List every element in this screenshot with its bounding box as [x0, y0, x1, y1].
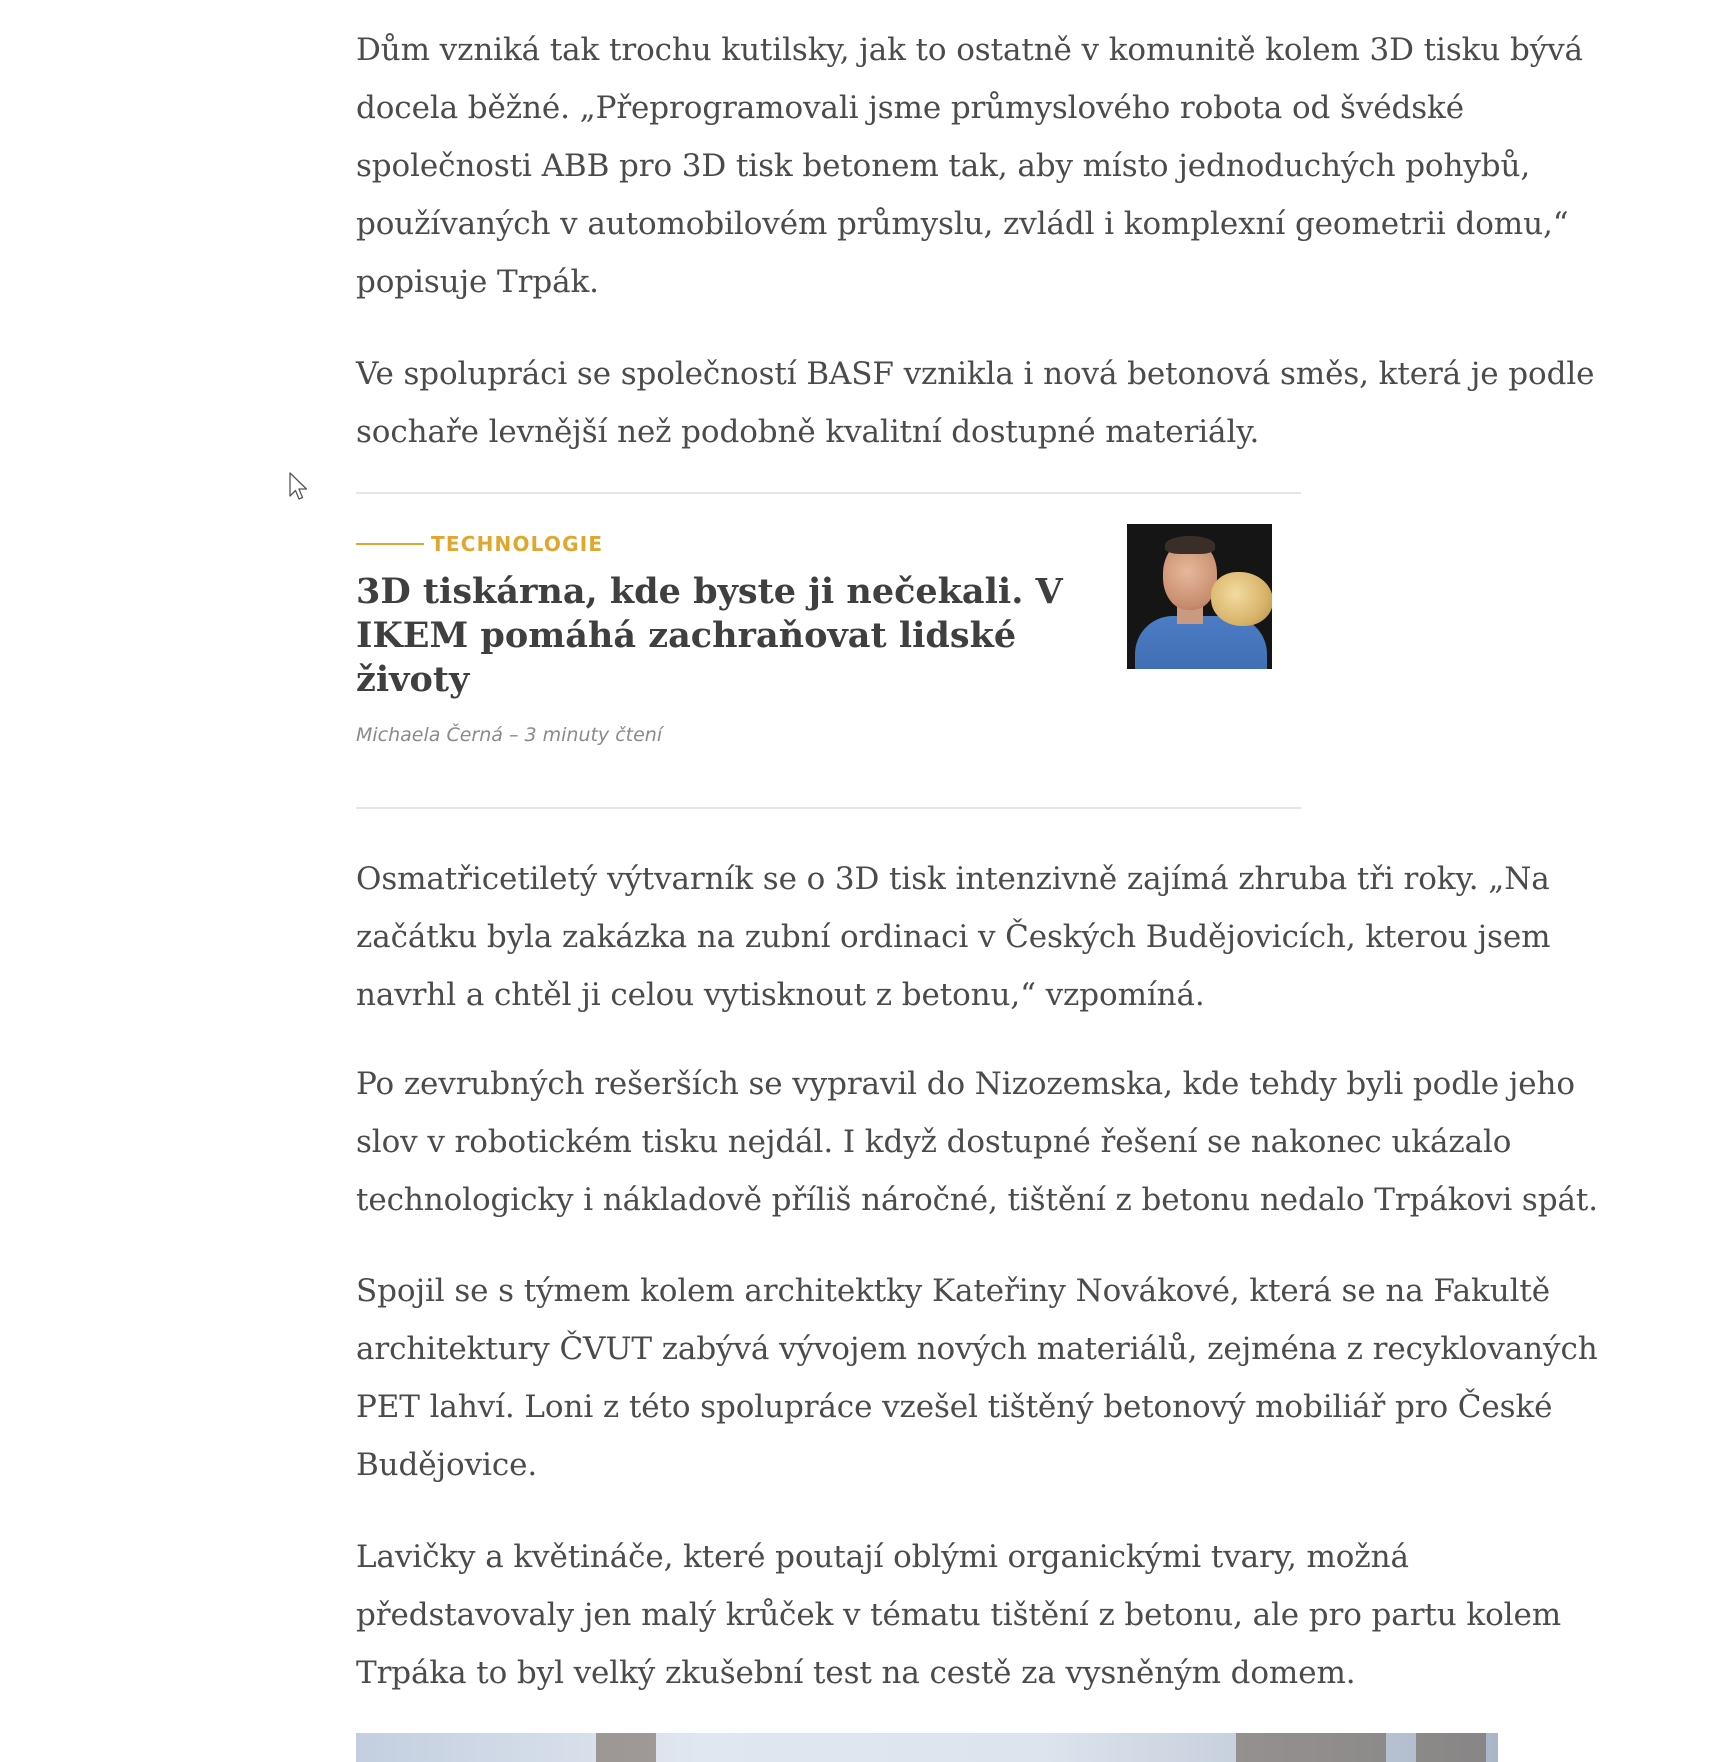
photo-tree-shape [1416, 1733, 1486, 1762]
article-paragraph-2: Ve spolupráci se společností BASF vznikla i nová betonová směs, která je podle sochaře levnější než podobně kvalitní dostupné materiály. [356, 356, 1595, 450]
article-paragraph-5: Spojil se s týmem kolem architektky Kateřiny Novákové, která se na Fakultě architektury ČVUT zabývá vývojem nových materiálů, zejména z recyklovaných PET lahví. Loni z této spolupráce vzešel tištěný betonový mobiliář pro České Budějovice. [356, 1273, 1598, 1483]
category-accent-line [356, 543, 424, 545]
article-paragraph-4: Po zevrubných rešerších se vypravil do Nizozemska, kde tehdy byli podle jeho slov v robotickém tisku nejdál. I když dostupné řešení se nakonec ukázalo technologicky i nákladově příliš náročné, tištění z betonu nedalo Trpákovi spát. [356, 1066, 1598, 1218]
related-article-thumbnail[interactable] [1127, 524, 1272, 669]
related-article-card[interactable] [356, 492, 1301, 809]
mouse-pointer-icon [289, 472, 309, 502]
related-article-meta: Michaela Černá – 3 minuty čtení [356, 724, 663, 746]
related-article-title[interactable]: 3D tiskárna, kde byste ji nečekali. V IKEM pomáhá zachraňovat lidské životy [356, 571, 1063, 700]
article-photo[interactable] [356, 1733, 1498, 1762]
photo-tree-shape [596, 1733, 656, 1762]
thumbnail-person-hair [1165, 536, 1215, 554]
related-article-category[interactable] [356, 532, 603, 556]
photo-tree-shape [1236, 1733, 1386, 1762]
category-label[interactable]: TECHNOLOGIE [431, 532, 604, 556]
article-paragraph-6: Lavičky a květináče, které poutají oblými organickými tvary, možná představovaly jen malý krůček v tématu tištění z betonu, ale pro partu kolem Trpáka to byl velký zkušební test na cestě za vysněným domem. [356, 1539, 1561, 1691]
thumbnail-3d-printed-object [1211, 572, 1272, 626]
article-paragraph-1: Dům vzniká tak trochu kutilsky, jak to ostatně v komunitě kolem 3D tisku bývá docela běžné. „Přeprogramovali jsme průmyslového robota od švédské společnosti ABB pro 3D tisk betonem tak, aby místo jednoduchých pohybů, používaných v automobilovém průmyslu, zvládl i komplexní geometrii domu,“ popisuje Trpák. [356, 32, 1583, 300]
article-paragraph-3: Osmatřicetiletý výtvarník se o 3D tisk intenzivně zajímá zhruba tři roky. „Na začátku byla zakázka na zubní ordinaci v Českých Budějovicích, kterou jsem navrhl a chtěl ji celou vytisknout z betonu,“ vzpomíná. [356, 861, 1551, 1013]
